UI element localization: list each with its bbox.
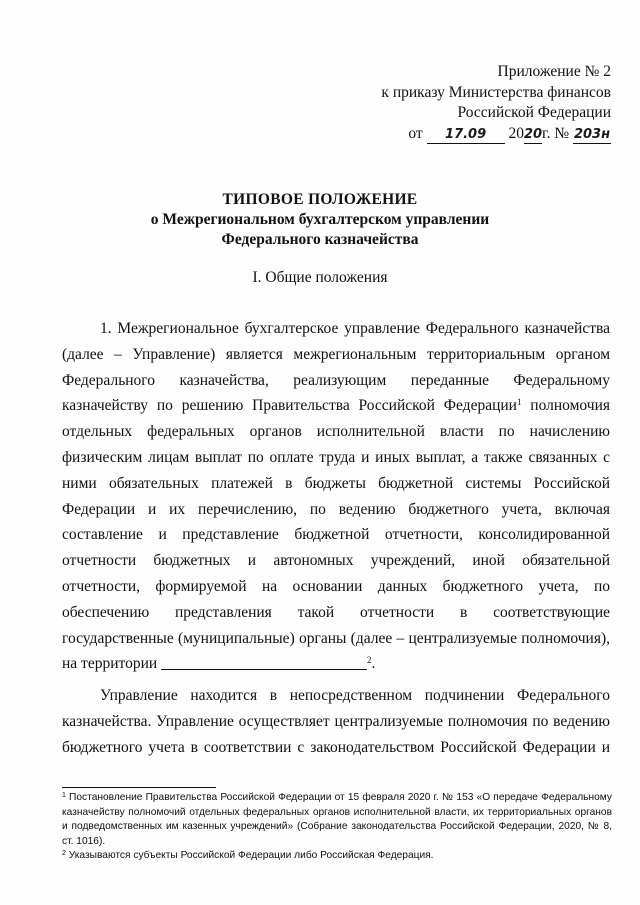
footnote-2 (62, 849, 612, 864)
section-heading: I. Общие положения (252, 269, 388, 286)
paragraph-1-part1: 1. Межрегиональное бухгалтерское управление Федерального казначейства (далее – Управление) является межрегиональным территориальным органом Федерального казначейства, реализующим переданные Федеральному казначейству по решению Правительства Российской Федерации (62, 320, 610, 415)
document-body (62, 316, 610, 761)
paragraph-2: Управление находится в непосредственном подчинении Федерального казначейства. Управление осуществляет централизуемые полномочия по ведению бюджетного учета в соответствии с законодательством Российской Федерации и (62, 687, 610, 756)
handwritten-order-number: 203н (573, 126, 611, 142)
paragraph-1-part2: полномочия отдельных федеральных органов исполнительной власти по начислению физическим лицам выплат по оплате труда и иных выплат, а также связанных с ними обязательных платежей в бюджеты бюджетной системы Российской Федерации и их перечислению, по ведению бюджетного учета, включая составление и представление бюджетной отчетности, консолидированной отчетности бюджетных и автономных учреждений, иной обязательной отчетности, формируемой на основании данных бюджетного учета, по обеспечению представления такой отчетности в соответствующие государственные (муниципальные) органы (далее – централизуемые полномочия), на территории (62, 397, 611, 673)
appendix-title: Приложение № 2 (497, 63, 611, 80)
appendix-ministry: Российской Федерации (457, 104, 611, 121)
appendix-order-ref: к приказу Министерства финансов (381, 83, 611, 101)
territory-blank-line (161, 655, 367, 670)
date-prefix: от (408, 124, 423, 142)
year-suffix: г. № (541, 124, 570, 142)
footnote-ref-2: 2 (367, 655, 372, 666)
footnote-2-marker: 2 (62, 850, 66, 857)
footnote-ref-1: 1 (516, 397, 522, 408)
year-prefix: 20 (508, 124, 524, 142)
title-main: ТИПОВОЕ ПОЛОЖЕНИЕ (222, 191, 418, 208)
footnote-2-text: Указываются субъекты Российской Федерации либо Российская Федерация. (65, 850, 434, 861)
document-title (0, 190, 640, 250)
paragraph-1 (62, 316, 610, 677)
footnotes (62, 791, 612, 864)
footnote-divider (62, 787, 216, 788)
title-agency: Федерального казначейства (221, 231, 419, 248)
title-subject: о Межрегиональном бухгалтерском управлении (150, 211, 490, 228)
handwritten-date: 17.09 (427, 127, 505, 144)
appendix-date-line (311, 124, 611, 145)
footnote-1 (62, 791, 612, 849)
footnote-1-text: Постановление Правительства Российской Федерации от 15 февраля 2020 г. № 153 «О передаче Федеральному казначейству полномочий отдельных федеральных органов исполнительной власти, их территориальных органов и подведомственных им казенных учреждений» (Собрание законодательства Российской Федерации, 2020, № 8, ст. 1016). (62, 792, 612, 847)
footnote-1-marker: 1 (62, 792, 66, 799)
paragraph-1-part3: . (371, 655, 376, 673)
appendix-header (311, 62, 611, 144)
handwritten-year: 20 (523, 126, 543, 142)
